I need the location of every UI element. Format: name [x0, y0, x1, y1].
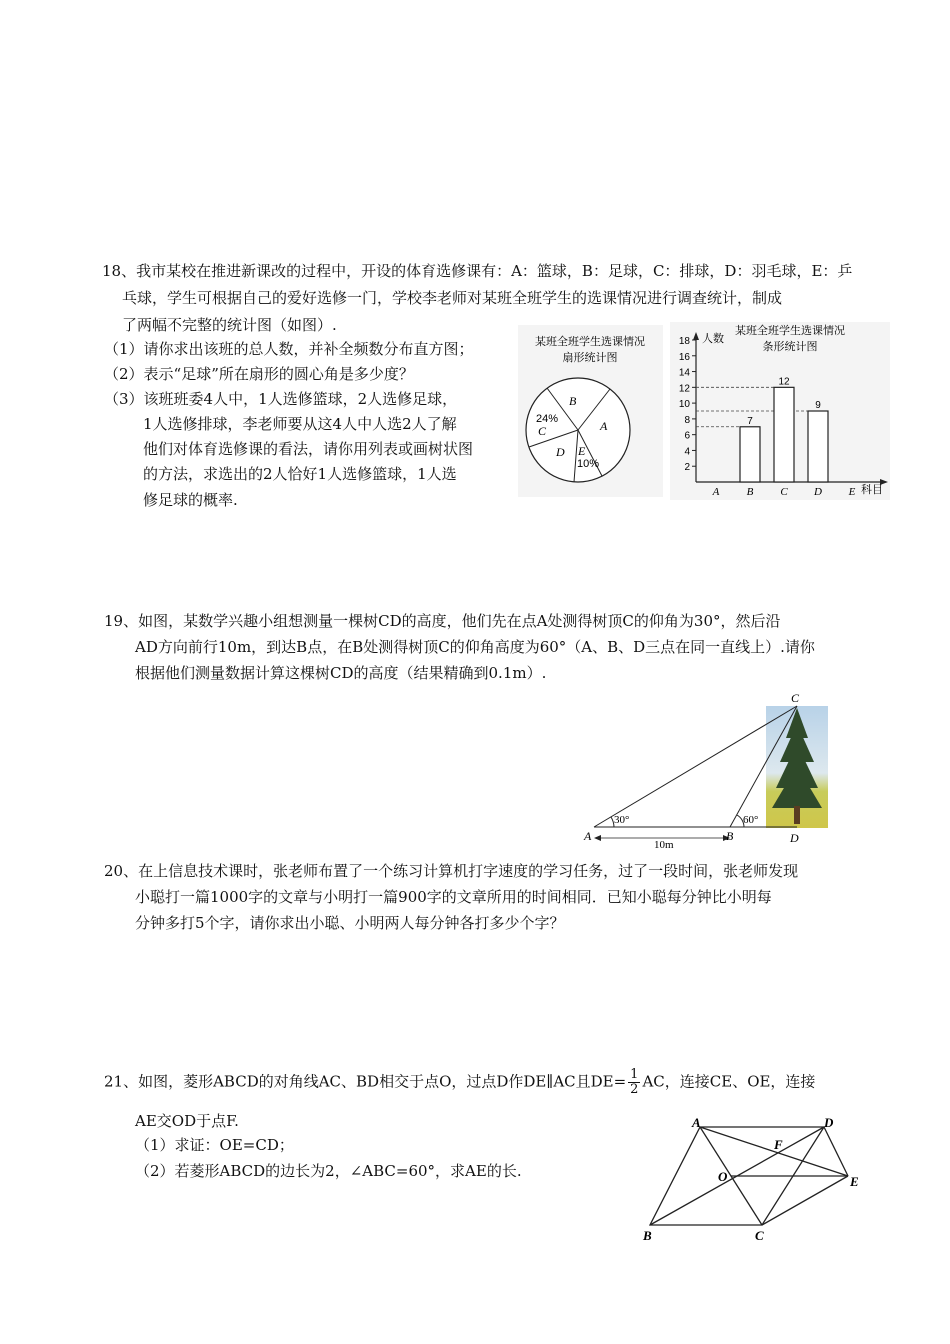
segment-ce: [762, 1176, 848, 1225]
x-tick-label: C: [780, 486, 788, 498]
distance-label: 10m: [654, 839, 674, 850]
pie-slice-label-a: A: [600, 419, 608, 433]
bar-value-label: 12: [778, 376, 790, 388]
q19-line-3: 根据他们测量数据计算这棵树CD的高度（结果精确到0.1m）.: [135, 664, 547, 682]
y-tick-label: 10: [678, 399, 690, 411]
bar-value-label: 7: [747, 415, 753, 427]
q21-part-2: （2）若菱形ABCD的边长为2，∠ABC=60°，求AE的长.: [135, 1162, 522, 1180]
bar-chart-xlabel: 科目: [861, 484, 883, 496]
rhombus-figure: [640, 1115, 870, 1245]
q18-part-3-cont-3: 的方法，求选出的2人恰好1人选修篮球，1人选: [143, 465, 457, 483]
q21-line-1-b: AC，连接CE、OE，连接: [642, 1072, 816, 1091]
q18-line-3: 了两幅不完整的统计图（如图）.: [122, 316, 337, 334]
y-tick-label: 2: [684, 462, 690, 474]
label-o: O: [718, 1169, 728, 1184]
pie-chart-subtitle: 扇形统计图: [562, 352, 618, 364]
q18-part-3: （3）该班班委4人中，1人选修篮球，2人选修足球，: [104, 390, 458, 408]
pie-slice-label-c: C: [538, 424, 547, 438]
bar-value-label: 9: [815, 400, 821, 411]
bar-chart-ylabel: 人数: [702, 333, 724, 345]
y-tick-label: 6: [684, 430, 690, 442]
fraction-denominator: 2: [630, 1082, 639, 1097]
q21-line-2: AE交OD于点F.: [135, 1112, 239, 1130]
label-a: A: [692, 1115, 701, 1130]
bar-chart-title: 某班全班学生选课情况: [735, 325, 845, 337]
q18-part-3-cont-4: 修足球的概率.: [143, 491, 238, 509]
y-tick-label: 12: [678, 383, 690, 395]
bar-chart: [670, 322, 890, 500]
pie-slice-label-e: E: [578, 444, 586, 458]
q18-part-3-cont-1: 1人选修排球，李老师要从这4人中人选2人了解: [143, 415, 457, 433]
label-a: A: [584, 829, 592, 843]
q20-line-2: 小聪打一篇1000字的文章与小明打一篇900字的文章所用的时间相同．已知小聪每分钟比小明每: [135, 888, 772, 906]
x-tick-label: A: [712, 486, 720, 498]
q18-part-3-cont-2: 他们对体育选修课的看法，请你用列表或画树状图: [143, 440, 474, 458]
q18-line-2: 乓球，学生可根据自己的爱好选修一门，学校李老师对某班全班学生的选课情况进行调查统计，制成: [122, 289, 783, 307]
bar-d: [808, 411, 828, 482]
pie-c-percent: 24%: [536, 413, 559, 425]
pie-slice-label-b: B: [569, 394, 577, 408]
pie-chart-title: 某班全班学生选课情况: [535, 336, 645, 348]
q18-part-1: （1）请你求出该班的总人数，并补全频数分布直方图；: [104, 340, 474, 358]
y-tick-label: 14: [678, 367, 690, 379]
q19-line-2: AD方向前行10m，到达B点，在B处测得树顶C的仰角高度为60°（A、B、D三点在同一直线上）.请你: [135, 638, 815, 656]
label-d: D: [824, 1115, 834, 1130]
pie-chart: [518, 325, 663, 497]
angle-b-label: 60°: [743, 814, 759, 826]
label-c: C: [791, 691, 800, 705]
q20-line-3: 分钟多打5个字，请你求出小聪、小明两人每分钟各打多少个字？: [135, 914, 565, 932]
label-e: E: [850, 1174, 859, 1189]
tree-figure: [580, 690, 840, 850]
label-c: C: [755, 1228, 764, 1243]
label-d: D: [790, 831, 799, 845]
fraction-half: [628, 1068, 640, 1097]
bar-c: [774, 387, 794, 482]
q18-part-2: （2）表示“足球”所在扇形的圆心角是多少度？: [104, 365, 414, 383]
pie-slice-label-d: D: [556, 445, 565, 459]
q21-part-1: （1）求证：OE=CD；: [135, 1136, 294, 1154]
label-b: B: [643, 1228, 652, 1243]
y-tick-label: 18: [678, 336, 690, 347]
bar-chart-subtitle: 条形统计图: [762, 341, 818, 353]
q21-line-1-a: 21、如图，菱形ABCD的对角线AC、BD相交于点O，过点D作DE∥AC且DE=: [104, 1072, 627, 1091]
label-f: F: [774, 1137, 783, 1152]
q21-line-1: [104, 1068, 815, 1097]
fraction-numerator: 1: [630, 1067, 639, 1082]
bar-b: [740, 427, 760, 482]
label-b: B: [726, 829, 734, 843]
q18-line-1: 18、我市某校在推进新课改的过程中，开设的体育选修课有：A：篮球，B：足球，C：排球，D：羽毛球，E：乒: [102, 262, 853, 280]
y-tick-label: 4: [684, 446, 690, 458]
x-tick-label: E: [848, 486, 856, 498]
angle-a-label: 30°: [614, 814, 630, 826]
q19-line-1: 19、如图，某数学兴趣小组想测量一棵树CD的高度，他们先在点A处测得树顶C的仰角为30°，然后沿: [104, 612, 781, 630]
q20-line-1: 20、在上信息技术课时，张老师布置了一个练习计算机打字速度的学习任务，过了一段时间，张老师发现: [104, 862, 799, 880]
y-tick-label: 16: [678, 351, 690, 363]
x-tick-label: D: [814, 486, 822, 498]
dim-arrow-left: [594, 835, 601, 841]
pie-e-percent: 10%: [577, 458, 600, 470]
y-tick-label: 8: [684, 414, 690, 426]
x-tick-label: B: [746, 486, 754, 498]
